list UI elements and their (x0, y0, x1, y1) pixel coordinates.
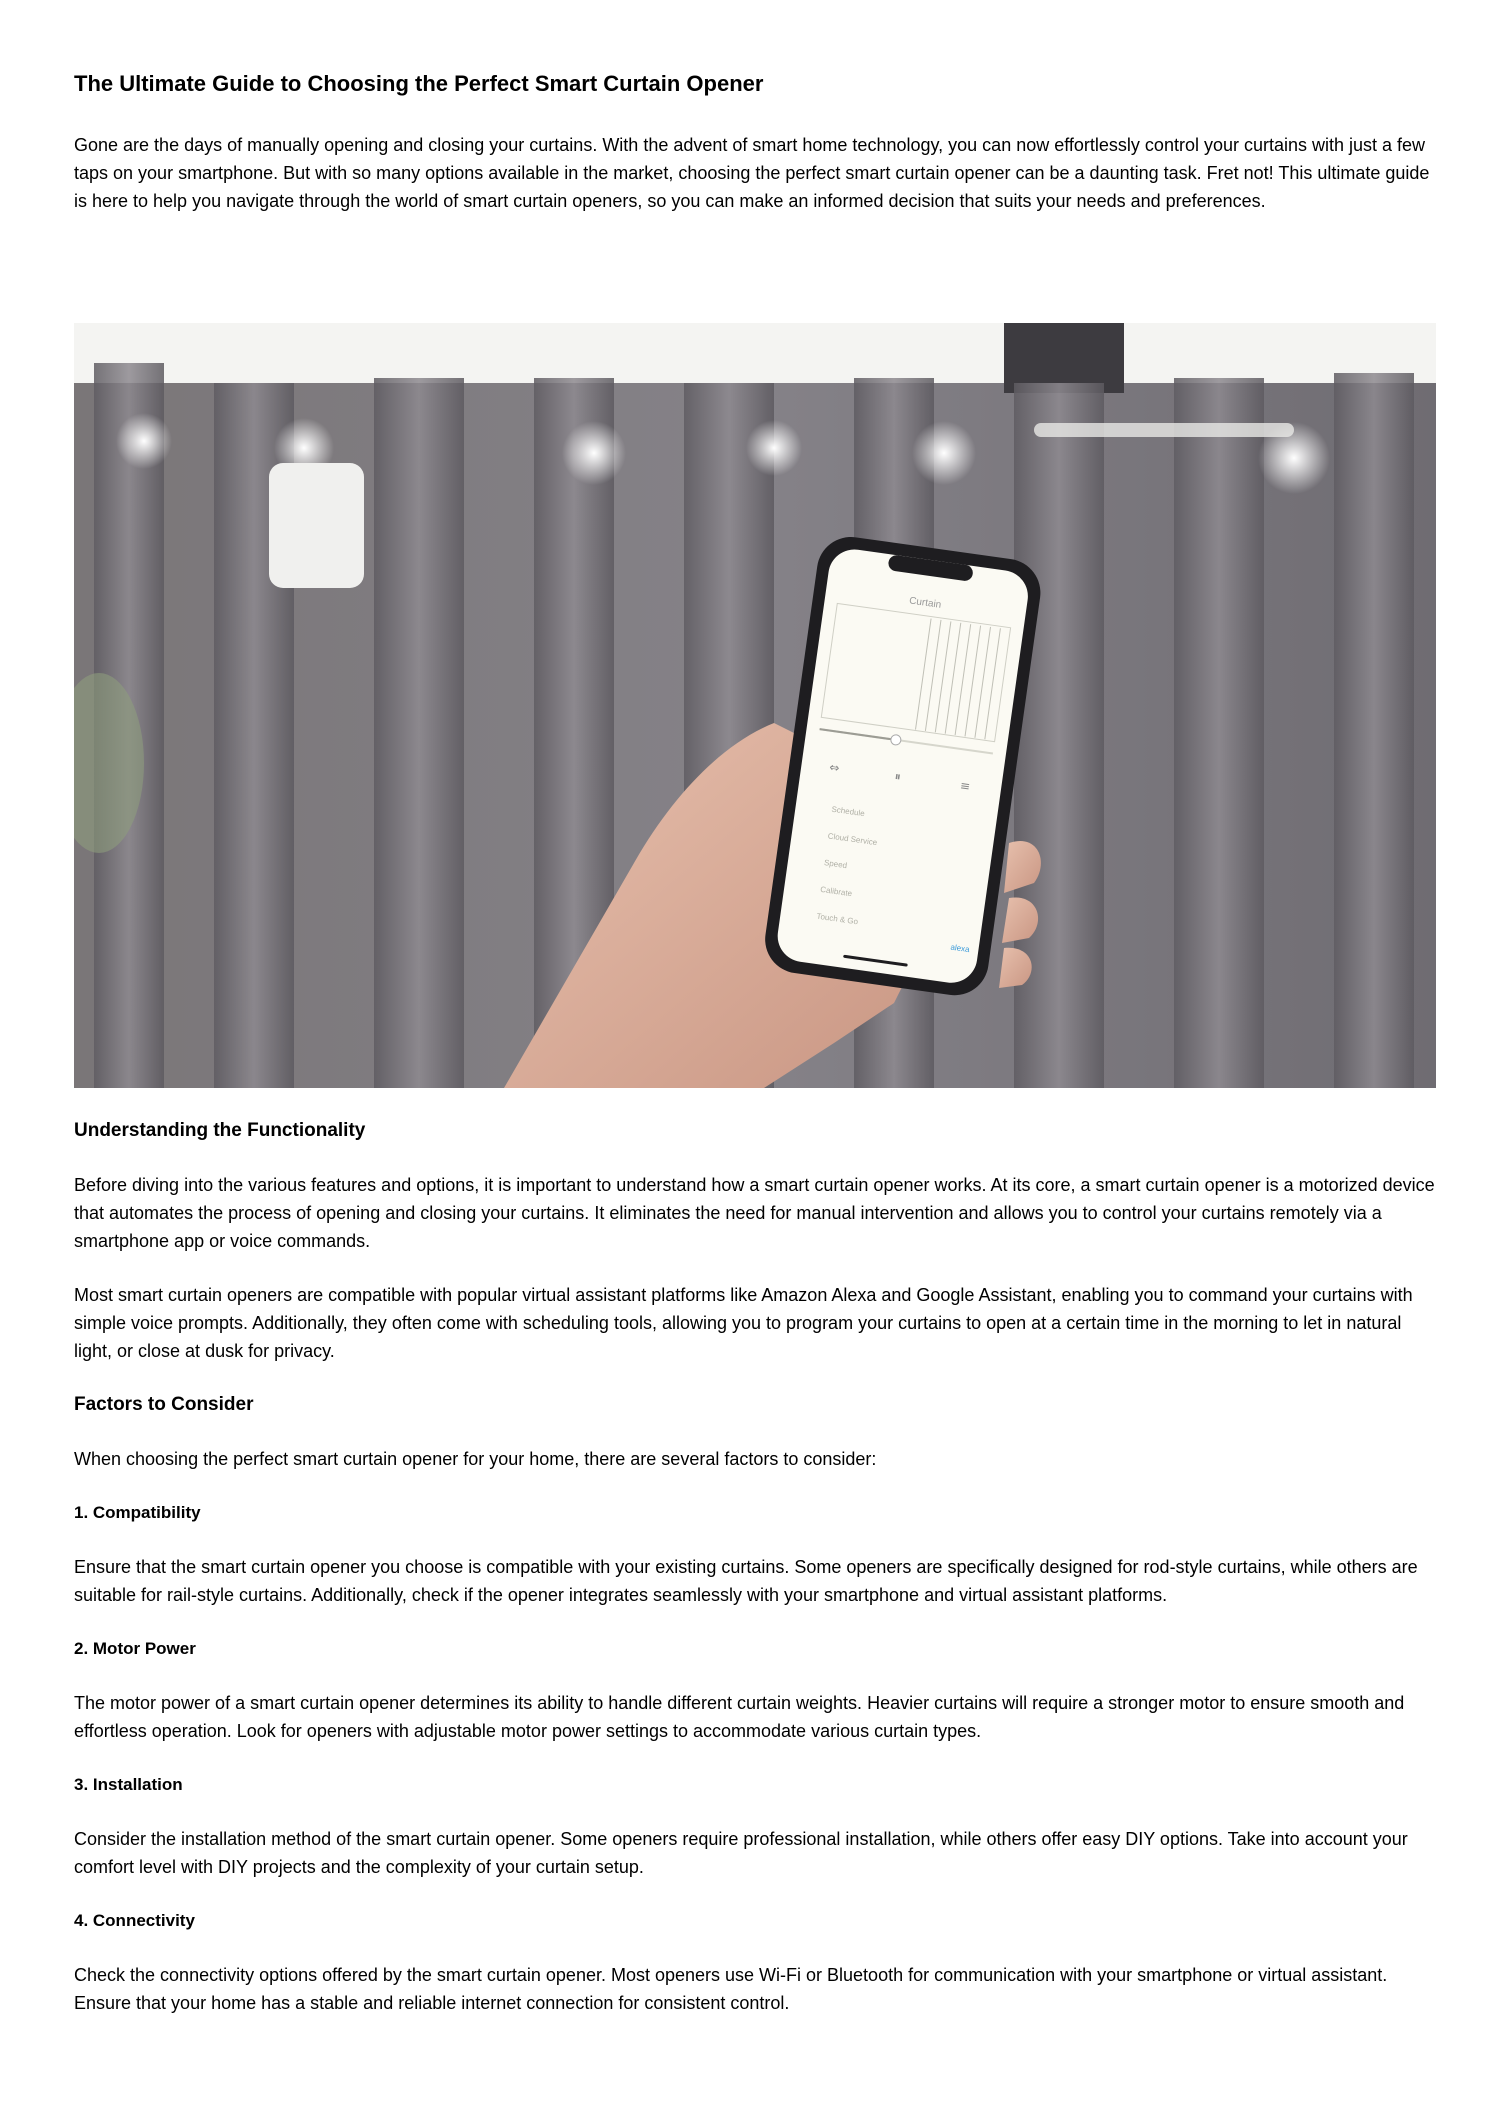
paragraph: When choosing the perfect smart curtain opener for your home, there are several factors to consider: (74, 1449, 877, 1469)
svg-text:⇔: ⇔ (828, 759, 841, 776)
article-title: The Ultimate Guide to Choosing the Perfect Smart Curtain Opener (74, 71, 764, 96)
factor-heading-connectivity: 4. Connectivity (74, 1911, 195, 1930)
intro-paragraph: Gone are the days of manually opening and closing your curtains. With the advent of smart home technology, you can now effortlessly control your curtains with just a few taps on your smartphone. But with so many options available in the market, choosing the perfect smart curtain opener can be a daunting task. Fret not! This ultimate guide is here to help you navigate through the world of smart curtain openers, so you can make an informed decision that suits your needs and preferences. (74, 135, 1430, 211)
alexa-badge: alexa (949, 942, 971, 955)
svg-text:≡: ≡ (959, 778, 972, 794)
app-menu-item: Calibrate (819, 884, 853, 899)
app-menu-item: Speed (823, 858, 848, 871)
paragraph: Consider the installation method of the smart curtain opener. Some openers require professional installation, while others offer easy DIY options. Take into account your comfort level with DIY projects and the complexity of your curtain setup. (74, 1829, 1408, 1877)
app-menu-item: Schedule (830, 804, 866, 819)
app-menu-item: Cloud Service (827, 831, 878, 848)
hero-image (74, 323, 1436, 1088)
paragraph: Before diving into the various features and options, it is important to understand how a smart curtain opener works. At its core, a smart curtain opener is a motorized device that automates the process of opening and closing your curtains. It eliminates the need for manual intervention and allows you to control your curtains remotely via a smartphone app or voice commands. (74, 1175, 1435, 1251)
section-heading-functionality: Understanding the Functionality (74, 1120, 366, 1141)
paragraph: Check the connectivity options offered by the smart curtain opener. Most openers use Wi-Fi or Bluetooth for communication with your smartphone or virtual assistant. Ensure that your home has a stable and reliable internet connection for consistent control. (74, 1965, 1388, 2013)
factor-heading-installation: 3. Installation (74, 1775, 183, 1794)
app-screen-title: Curtain (908, 595, 942, 611)
paragraph: The motor power of a smart curtain opener determines its ability to handle different curtain weights. Heavier curtains will require a stronger motor to ensure smooth and effortless operation. Look for openers with adjustable motor power settings to accommodate various curtain types. (74, 1693, 1405, 1741)
factor-heading-motor-power: 2. Motor Power (74, 1639, 196, 1658)
article-body (74, 1117, 1436, 2017)
paragraph: Most smart curtain openers are compatible with popular virtual assistant platforms like Amazon Alexa and Google Assistant, enabling you to command your curtains with simple voice prompts. Additionally, they often come with scheduling tools, allowing you to program your curtains to open at a certain time in the morning to let in natural light, or close at dusk for privacy. (74, 1285, 1413, 1361)
section-heading-factors: Factors to Consider (74, 1394, 254, 1415)
factor-heading-compatibility: 1. Compatibility (74, 1503, 201, 1522)
svg-text:⏸: ⏸ (893, 769, 902, 784)
app-menu-item: Touch & Go (815, 911, 859, 927)
paragraph: Ensure that the smart curtain opener you choose is compatible with your existing curtains. Some openers are specifically designed for rod-style curtains, while others are suitable for rail-style curtains. Additionally, check if the opener integrates seamlessly with your smartphone and virtual assistant platforms. (74, 1557, 1418, 1605)
